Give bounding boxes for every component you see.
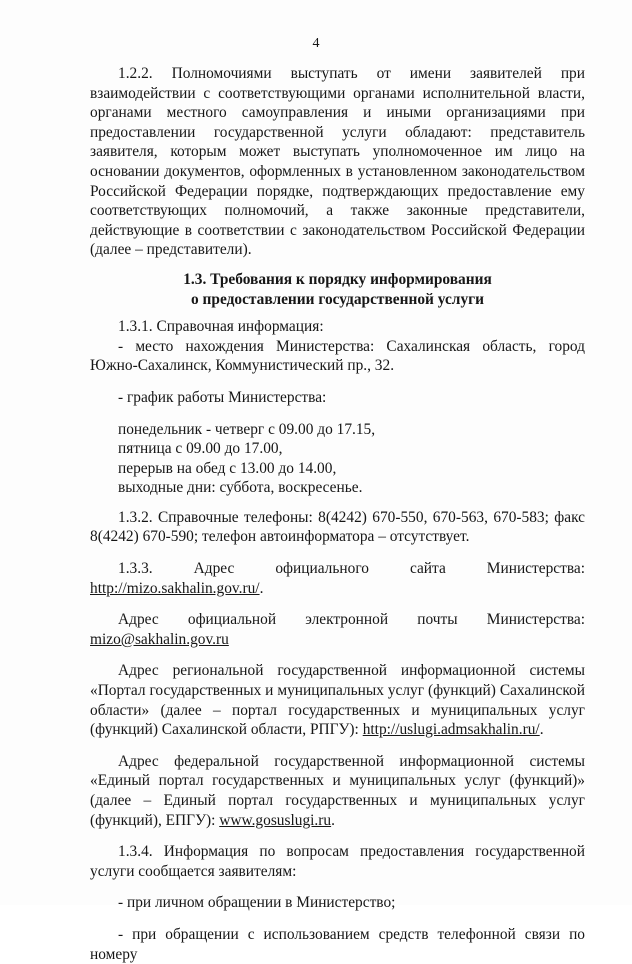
section-heading-line2: о предоставлении государственной услуги — [191, 290, 484, 308]
rpgu-paragraph: Адрес региональной государственной информационной системы «Портал государственных и муниципальных услуг (функций) Сахалинской области» (далее – портал государственных и муниципальных услуг (функций) Сахалинской области, РПГУ): http://uslugi.admsakhalin.ru/. — [90, 662, 585, 739]
schedule-line: выходные дни: суббота, воскресенье. — [118, 479, 363, 497]
page-content — [90, 64, 585, 964]
rpgu-link[interactable]: http://uslugi.admsakhalin.ru/ — [362, 721, 540, 739]
bullet-personal-visit: - при личном обращении в Министерство; — [118, 894, 396, 912]
paragraph-1-3-4: 1.3.4. Информация по вопросам предоставления государственной услуги сообщается заявителям: — [90, 843, 585, 880]
rpgu-text: Адрес региональной государственной информационной системы «Портал государственных и муниципальных услуг (функций) Сахалинской области» (далее – портал государственных и муниципальных услуг (функций) Сахалинской области, РПГУ): — [90, 662, 585, 739]
schedule-line: понедельник - четверг с 09.00 до 17.15, — [118, 420, 376, 438]
website-paragraph: 1.3.3. Адрес официального сайта Министерства: http://mizo.sakhalin.gov.ru/. — [90, 560, 585, 597]
reference-info-title: 1.3.1. Справочная информация: — [118, 318, 324, 336]
website-label: 1.3.3. Адрес официального сайта Министерства: — [118, 560, 585, 578]
email-label: Адрес официальной электронной почты Министерства: — [118, 611, 585, 629]
bullet-phone-contact: - при обращении с использованием средств телефонной связи по номеру — [90, 925, 585, 963]
schedule-line: пятница с 09.00 до 17.00, — [118, 440, 283, 458]
schedule-title: - график работы Министерства: — [118, 388, 327, 406]
email-link[interactable]: mizo@sakhalin.gov.ru — [90, 630, 229, 648]
email-paragraph — [90, 610, 585, 649]
epgu-link[interactable]: www.gosuslugi.ru — [219, 811, 332, 829]
schedule-line: перерыв на обед с 13.00 до 14.00, — [118, 459, 337, 477]
phones-paragraph: 1.3.2. Справочные телефоны: 8(4242) 670-550, 670-563, 670-583; факс 8(4242) 670-590; телефон автоинформатора – отсутствует. — [90, 508, 585, 546]
website-link[interactable]: http://mizo.sakhalin.gov.ru/ — [90, 579, 260, 597]
section-heading-line1: 1.3. Требования к порядку информирования — [183, 270, 492, 288]
epgu-text: Адрес федеральной государственной информационной системы «Единый портал государственных и муниципальных услуг (функций)» (далее – Единый портал государственных и муниципальных услуг (функций), ЕПГУ): — [90, 752, 585, 829]
paragraph-1-2-2: 1.2.2. Полномочиями выступать от имени заявителей при взаимодействии с соответствующими органами исполнительной власти, органами местного самоуправления и иными организациями при предоставлении государственной услуги обладают: представитель заявителя, которым может выступать уполномоченное им лицо на основании документов, оформленных в установленном законодательством Российской Федерации порядке, подтверждающих предоставление ему соответствующих полномочий, а также законные представители, действующие в соответствии с законодательством Российской Федерации (далее – представители). — [90, 65, 585, 259]
page-number: 4 — [312, 36, 320, 51]
ministry-location: - место нахождения Министерства: Сахалинская область, город Южно-Сахалинск, Коммунистический пр., 32. — [90, 337, 585, 375]
schedule-list — [90, 420, 585, 498]
epgu-paragraph: Адрес федеральной государственной информационной системы «Единый портал государственных и муниципальных услуг (функций)» (далее – Единый портал государственных и муниципальных услуг (функций), ЕПГУ): www.gosuslugi.ru. — [90, 752, 585, 829]
